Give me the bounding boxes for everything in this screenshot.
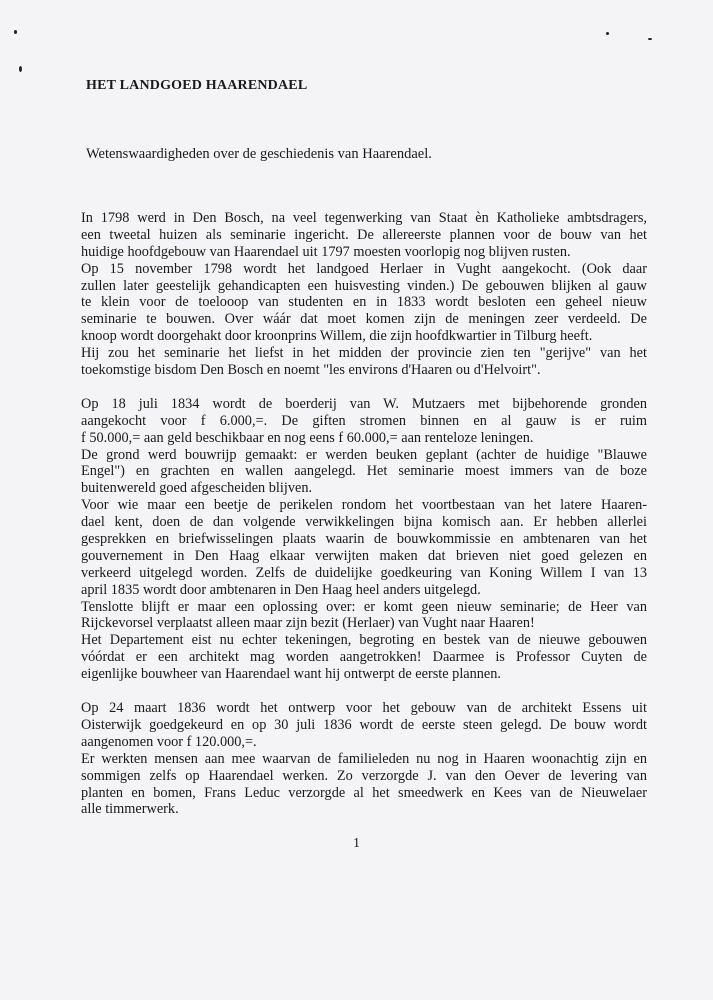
text-line: Op 15 november 1798 wordt het landgoed Herlaer in Vught aangekocht. (Ook daar — [81, 260, 647, 277]
text-line: buitenwereld goed afgescheiden blijven. — [81, 480, 313, 497]
text-line: sommigen zelfs op Haarendael werken. Zo verzorgde J. van den Oever de levering van — [81, 767, 647, 784]
text-line: verkeerd uitgelegd worden. Zelfs de duidelijke goedkeuring van Koning Willem I van 13 — [81, 564, 647, 581]
text-line: seminarie te bouwen. Over wáár dat moet komen zijn de meningen zeer verdeeld. De — [81, 311, 647, 328]
text-line: Engel") en grachten en wallen aangelegd. Het seminarie moest immers van de boze — [81, 463, 647, 480]
text-line: Op 18 juli 1834 wordt de boerderij van W. Mutzaers met bijbehorende gronden — [81, 395, 647, 412]
paragraph — [81, 396, 647, 683]
document-title: HET LANDGOED HAARENDAEL — [86, 78, 308, 93]
paragraph — [81, 700, 647, 818]
document-body — [81, 210, 647, 818]
document-subtitle: Wetenswaardigheden over de geschiedenis van Haarendael. — [86, 146, 432, 162]
paragraph-gap — [81, 379, 647, 396]
text-line: Het Departement eist nu echter tekeningen, begroting en bestek van de nieuwe gebouwen — [81, 632, 647, 649]
text-line: planten en bomen, Frans Leduc verzorgde al het smeedwerk en Kees van de Nieuwelaer — [81, 784, 647, 801]
text-line: aangenomen voor f 120.000,=. — [81, 733, 257, 750]
text-line: huidige hoofdgebouw van Haarendael uit 1797 moesten voorlopig nog blijven rusten. — [81, 243, 571, 260]
text-line: alle timmerwerk. — [81, 801, 179, 818]
text-line: knoop wordt doorgehakt door kroonprins Willem, die zijn hoofdkwartier in Tilburg heeft. — [81, 328, 593, 345]
text-line: In 1798 werd in Den Bosch, na veel tegenwerking van Staat èn Katholieke ambtsdragers, — [81, 210, 647, 226]
text-line: eigenlijke bouwheer van Haarendael want hij ontwerpt de eerste plannen. — [81, 666, 501, 683]
text-line: De grond werd bouwrijp gemaakt: er werden beuken geplant (achter de huidige "Blauwe — [81, 446, 647, 463]
scan-speck — [606, 32, 609, 35]
text-line: een tweetal huizen als seminarie ingericht. De allereerste plannen voor de bouw van het — [81, 226, 647, 243]
text-line: gouvernement in Den Haag elkaar verwijten maken dat brieven niet goed gelezen en — [81, 547, 647, 564]
scan-speck — [14, 30, 17, 34]
text-line: april 1835 wordt door ambtenaren in Den Haag heel anders uitgelegd. — [81, 581, 481, 598]
scan-speck — [648, 38, 652, 40]
text-line: Tenslotte blijft er maar een oplossing over: er komt geen nieuw seminarie; de Heer van — [81, 598, 647, 615]
scan-speck — [19, 66, 22, 72]
text-line: toekomstige bisdom Den Bosch en noemt "les environs d'Haaren ou d'Helvoirt". — [81, 362, 541, 379]
text-line: aangekocht voor f 6.000,=. De giften stromen binnen en al gauw is er ruim — [81, 412, 647, 429]
paragraph — [81, 210, 647, 379]
text-line: vóórdat er een architekt mag worden aangetrokken! Daarmee is Professor Cuyten de — [81, 649, 647, 666]
text-line: te klein voor de toelooop van studenten en in 1833 wordt besloten een geheel nieuw — [81, 294, 647, 311]
text-line: f 50.000,= aan geld beschikbaar en nog eens f 60.000,= aan renteloze leningen. — [81, 429, 534, 446]
paragraph-gap — [81, 683, 647, 700]
text-line: zullen later geestelijk gehandicapten een huisvesting vinden.) De gebouwen blijken al gauw — [81, 277, 647, 294]
text-line: Voor wie maar een beetje de perikelen rondom het voortbestaan van het latere Haaren- — [81, 497, 647, 514]
text-line: Oisterwijk goedgekeurd en op 30 juli 1836 wordt de eerste steen gelegd. De bouw wordt — [81, 716, 647, 733]
text-line: dael kent, doen de dan volgende verwikkelingen bijna komisch aan. Er hebben allerlei — [81, 514, 647, 531]
text-line: Er werkten mensen aan mee waarvan de familieleden nu nog in Haaren woonachtig zijn en — [81, 750, 647, 767]
text-line: Hij zou het seminarie het liefst in het midden der provincie zien ten "gerijve" van het — [81, 345, 647, 362]
text-line: Rijckevorsel verplaatst alleen maar zijn bezit (Herlaer) van Vught naar Haaren! — [81, 615, 535, 632]
text-line: gesprekken en briefwisselingen plaats waarin de bouwkommissie en ambtenaren van het — [81, 531, 647, 548]
page-number: 1 — [353, 836, 360, 851]
text-line: Op 24 maart 1836 wordt het ontwerp voor het gebouw van de architekt Essens uit — [81, 700, 647, 717]
